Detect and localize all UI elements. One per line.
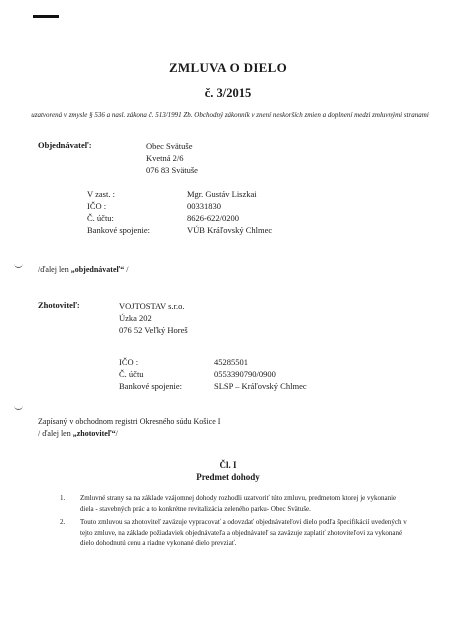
- redaction-bar: [33, 15, 59, 18]
- item-number: 2.: [60, 518, 66, 526]
- punch-hole-mark: [14, 405, 23, 410]
- document-title: ZMLUVA O DIELO: [168, 60, 288, 75]
- contractor-label: Zhotoviteľ:: [38, 300, 80, 310]
- document-subtitle: uzatvorená v zmysle § 536 a nasl. zákona č. 513/1991 Zb. Obchodný zákonník v znení neskorších zmien a doplnení medzi zmluvnými stranami: [31, 111, 429, 119]
- contractor-registry: Zapísaný v obchodnom registri Okresného súdu Košice I: [38, 417, 221, 426]
- client-street: Kvetná 2/6: [146, 153, 184, 163]
- client-city: 076 83 Svätuše: [146, 165, 198, 175]
- article-item-text: Touto zmluvou sa zhotoviteľ zaväzuje vypracovať a odovzdať objednávateľovi dielo podľa špecifikácií uvedených v tejto zmluve, na základe požiadaviek objednávateľa a objednávateľ sa zaväzuje zaplatiť zhotoviteľovi za vykonané dielo dohodnutú cenu a riadne vykonané dielo prevziať.: [80, 518, 407, 547]
- client-bank-value: VÚB Kráľovský Chlmec: [187, 225, 273, 235]
- item-number: 1.: [60, 494, 66, 502]
- client-bank-key: Bankové spojenie:: [87, 225, 151, 235]
- client-alias: /ďalej len „objednávateľ“ /: [38, 265, 129, 274]
- contractor-ico-value: 45285501: [214, 357, 248, 367]
- contractor-city: 076 52 Veľký Horeš: [119, 325, 188, 335]
- contract-number: č. 3/2015: [204, 86, 252, 100]
- article-heading: Čl. I: [219, 460, 237, 470]
- client-account-key: Č. účtu:: [87, 213, 114, 223]
- client-rep-key: V zast. :: [87, 189, 115, 199]
- client-name: Obec Svätuše: [146, 141, 193, 151]
- contractor-name: VOJTOSTAV s.r.o.: [119, 301, 185, 311]
- client-account-value: 8626-622/0200: [187, 213, 239, 223]
- contractor-account-value: 0553390790/0900: [214, 369, 276, 379]
- client-ico-key: IČO :: [87, 201, 107, 211]
- contractor-ico-key: IČO :: [119, 357, 139, 367]
- contractor-account-key: Č. účtu: [119, 369, 144, 379]
- article-title: Predmet dohody: [196, 472, 260, 482]
- contractor-bank-key: Bankové spojenie:: [119, 381, 183, 391]
- punch-hole-mark: [14, 263, 23, 268]
- client-label: Objednávateľ:: [38, 140, 92, 150]
- contractor-street: Úzka 202: [119, 313, 152, 323]
- client-ico-value: 00331830: [187, 201, 221, 211]
- contractor-alias: / ďalej len „zhotoviteľ“/: [38, 429, 118, 438]
- article-item-text: Zmluvné strany sa na základe vzájomnej dohody rozhodli uzatvoriť túto zmluvu, predmetom ktorej je vykonanie diela - stavebných prác a to konkrétne revitalizácia zeleného parku- Obec Svätuše.: [80, 494, 397, 513]
- contractor-bank-value: SLSP – Kráľovský Chlmec: [214, 381, 307, 391]
- client-rep-value: Mgr. Gustáv Liszkai: [187, 189, 257, 199]
